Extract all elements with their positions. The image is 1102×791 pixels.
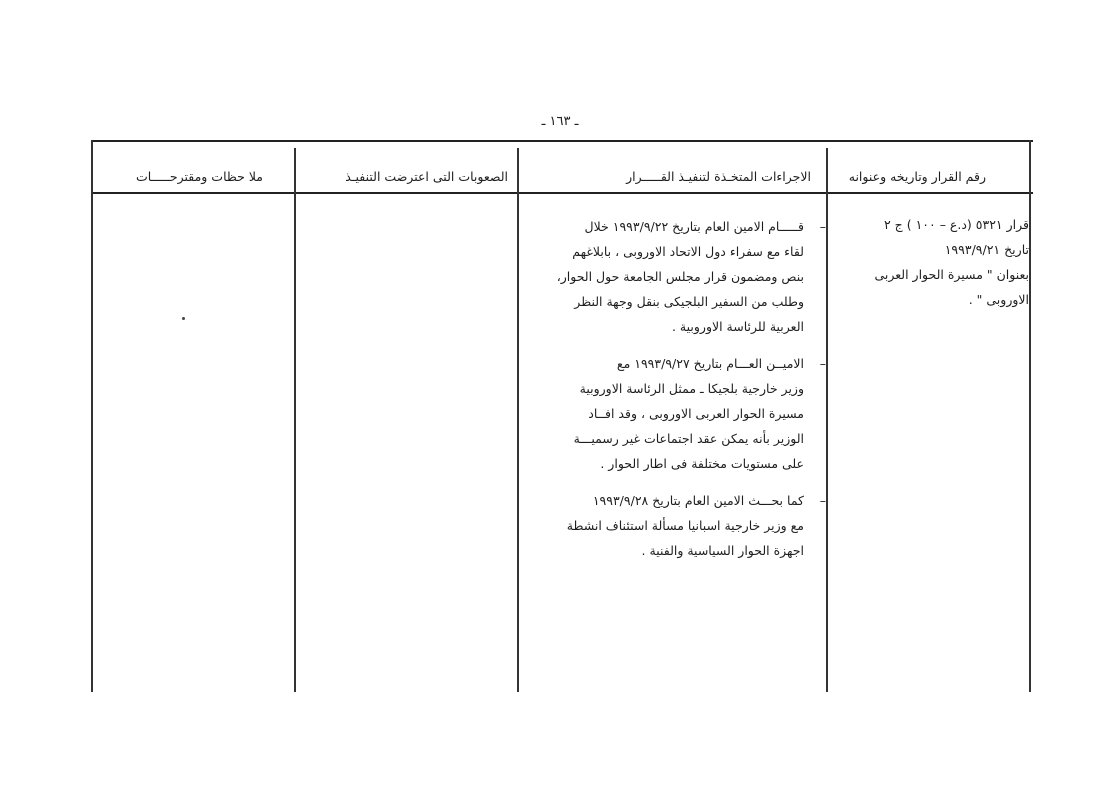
resolution-line: بعنوان " مسيرة الحوار العربى — [874, 267, 1029, 282]
action-line: الوزير بأنه يمكن عقد اجتماعات غير رسميـــة — [573, 431, 804, 446]
header-actions: الاجراءات المتخـذة لتنفيـذ القـــــرار — [626, 169, 811, 184]
action-line: الاميــن العـــام بتاريخ ١٩٩٣/٩/٢٧ مع — [616, 356, 804, 371]
action-item — [534, 351, 826, 476]
action-line: بنص ومضمون قرار مجلس الجامعة حول الحوار، — [556, 269, 804, 284]
action-line: اجهزة الحوار السياسية والفنية . — [641, 543, 804, 558]
action-item — [534, 214, 826, 339]
action-line: كما بحـــث الامين العام بتاريخ ١٩٩٣/٩/٢٨ — [592, 493, 804, 508]
column-divider — [294, 148, 296, 692]
header-notes: ملا حظات ومقترحـــــات — [136, 169, 263, 184]
table-left-border — [91, 140, 93, 692]
action-line: قـــــام الامين العام بتاريخ ١٩٩٣/٩/٢٢ خلال — [584, 219, 804, 234]
action-dash: – — [819, 356, 826, 371]
header-difficulties: الصعوبات التى اعترضت التنفيـذ — [345, 169, 508, 184]
action-line: مع وزير خارجية اسبانيا مسألة استئناف انشطة — [566, 518, 804, 533]
action-line: مسيرة الحوار العربى الاوروبى ، وقد افــاد — [588, 406, 804, 421]
action-line: وطلب من السفير البلجيكى بنقل وجهة النظر — [574, 294, 804, 309]
action-line: وزير خارجية بلجيكا ـ ممثل الرئاسة الاوروبية — [579, 381, 804, 396]
table-right-border — [1029, 140, 1031, 692]
header-resolution: رقم القرار وتاريخه وعنوانه — [848, 169, 986, 184]
action-dash: – — [819, 493, 826, 508]
resolution-line: قرار ٥٣٢١ (د.ع – ١٠٠ ) ج ٢ — [883, 217, 1029, 232]
column-divider — [826, 148, 828, 692]
action-line: لقاء مع سفراء دول الاتحاد الاوروبى ، بابلاغهم — [572, 244, 804, 259]
action-line: العربية للرئاسة الاوروبية . — [671, 319, 804, 334]
action-dash: – — [819, 219, 826, 234]
resolutions-table — [91, 140, 1033, 692]
header-bottom-border — [91, 192, 1033, 194]
action-item — [534, 488, 826, 563]
stray-mark — [182, 317, 185, 320]
column-divider — [517, 148, 519, 692]
resolution-line: الاوروبى " . — [968, 292, 1029, 307]
table-top-border — [91, 140, 1033, 142]
resolution-line: تاريخ ١٩٩٣/٩/٢١ — [944, 242, 1029, 257]
actions-cell — [534, 214, 826, 575]
resolution-cell — [835, 212, 1029, 312]
page-number: ـ ١٦٣ ـ — [541, 114, 579, 129]
action-line: على مستويات مختلفة فى اطار الحوار . — [600, 456, 804, 471]
